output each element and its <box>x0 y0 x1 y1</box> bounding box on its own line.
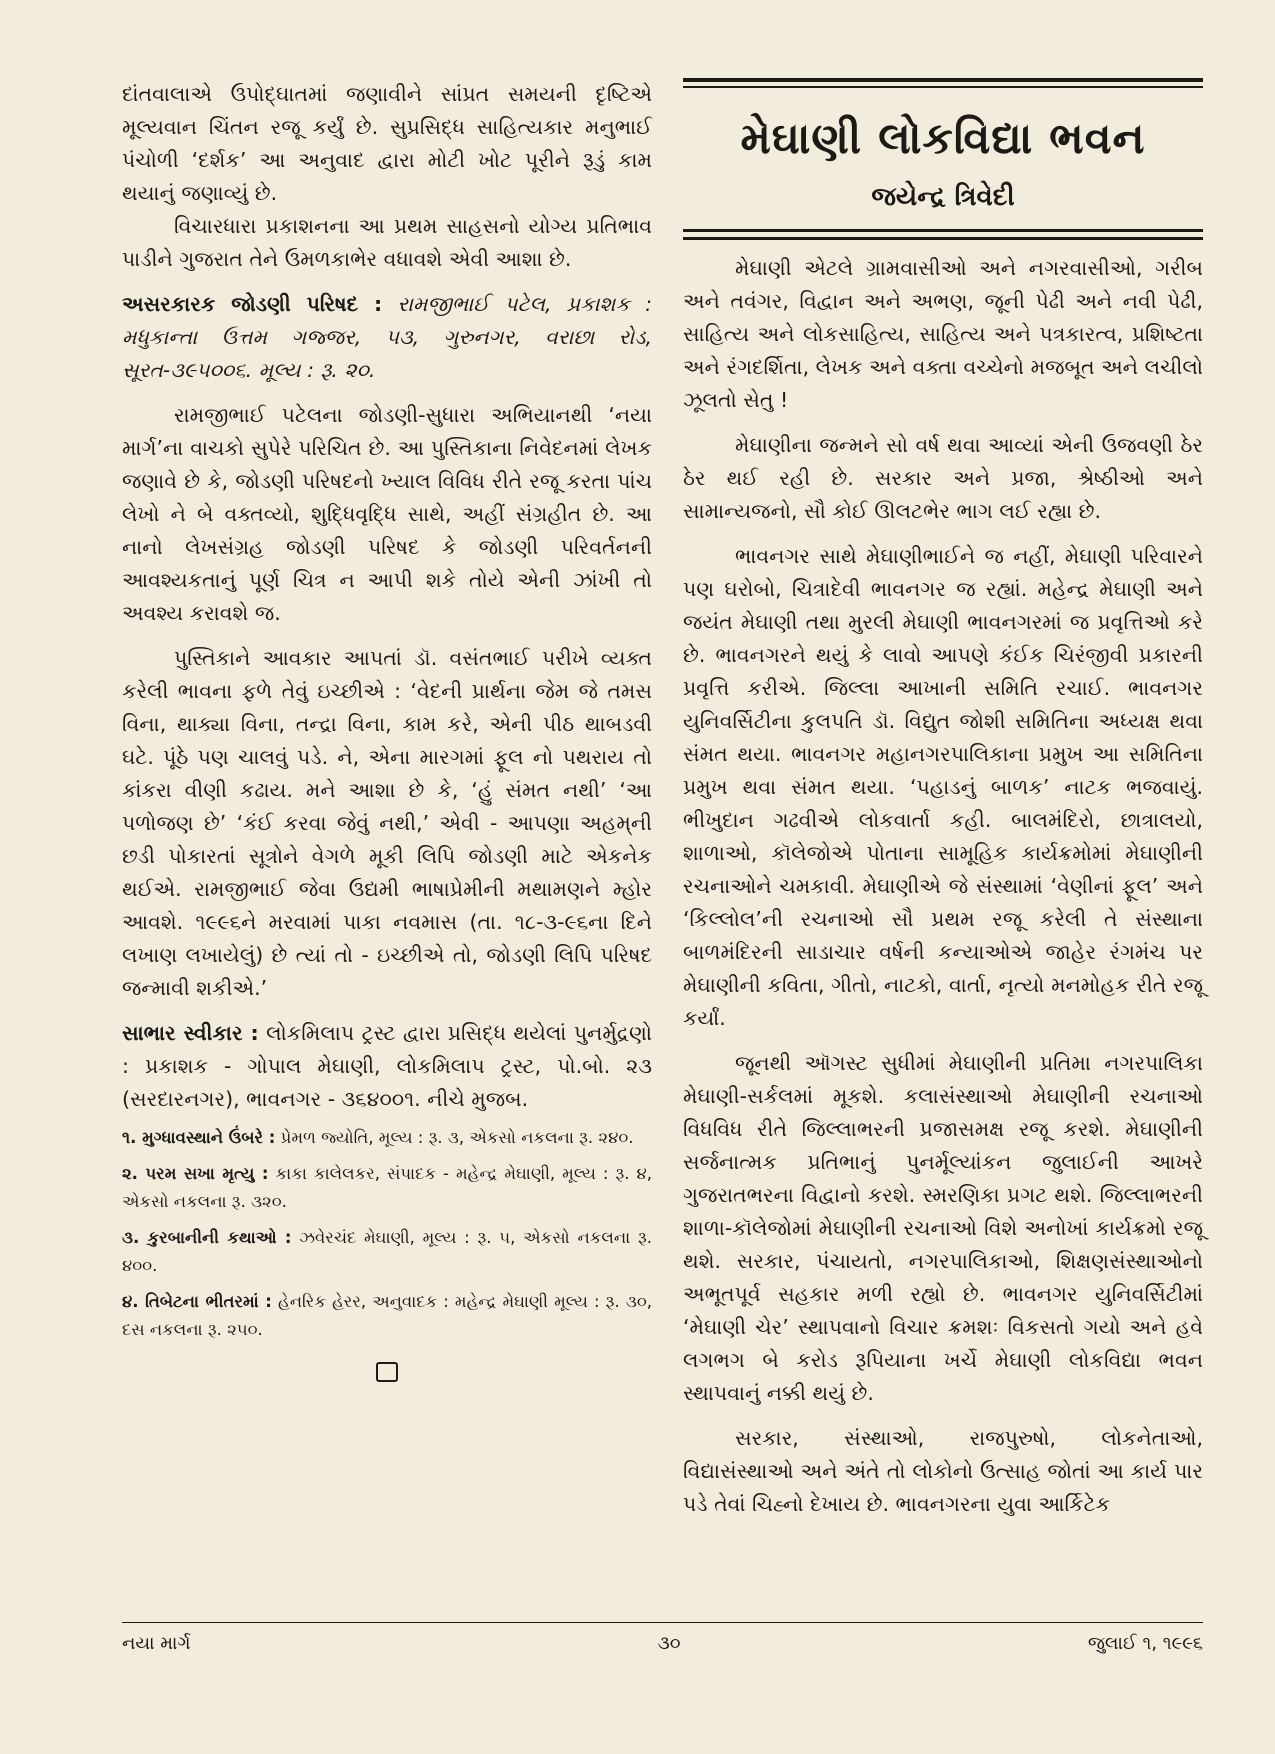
left-column <box>122 78 652 1382</box>
paragraph: સરકાર, સંસ્થાઓ, રાજપુરુષો, લોકનેતાઓ, વિદ્યાસંસ્થાઓ અને અંતે તો લોકોનો ઉત્સાહ જોતાં આ કાર્ય પાર પડે તેવાં ચિહ્નો દેખાય છે. ભાવનગરના યુવા આર્કિટેક <box>683 1426 1203 1516</box>
list-item: ૩. કુરબાનીની કથાઓ : ઝવેરચંદ મેઘાણી, મૂલ્ય : રૂ. ૫, એકસો નકલના રૂ. ૪૦૦. <box>122 1228 652 1275</box>
magazine-name: નયા માર્ગ <box>122 1633 191 1654</box>
title-rule <box>683 237 1203 240</box>
paragraph: રામજીભાઈ પટેલના જોડણી-સુધારા અભિયાનથી ‘નયા માર્ગ’ના વાચકો સુપેરે પરિચિત છે. આ પુસ્તિકાના નિવેદનમાં લેખક જણાવે છે કે, જોડણી પરિષદનો ખ્યાલ વિવિધ રીતે રજૂ કરતા પાંચ લેખો ને બે વક્તવ્યો, શુદ્ધિવૃદ્ધિ સાથે, અહીં સંગ્રહીત છે. આ નાનો લેખસંગ્રહ જોડણી પરિષદ કે જોડણી પરિવર્તનની આવશ્યકતાનું પૂર્ણ ચિત્ર ન આપી શકે તોયે એની ઝાંખી તો અવશ્ય કરાવશે જ. <box>122 403 652 625</box>
review-heading: અસરકારક જોડણી પરિષદ : <box>122 292 383 316</box>
page-footer <box>122 1622 1203 1654</box>
paragraph: ભાવનગર સાથે મેઘાણીભાઈને જ નહીં, મેઘાણી પરિવારને પણ ઘરોબો, ચિત્રાદેવી ભાવનગર જ રહ્યાં. મહેન્દ્ર મેઘાણી અને જયંત મેઘાણી તથા મુરલી મેઘાણી ભાવનગરમાં જ પ્રવૃત્તિઓ કરે છે. ભાવનગરને થયું કે લાવો આપણે કંઈક ચિરંજીવી પ્રકારની પ્રવૃત્તિ કરીએ. જિલ્લા આખાની સમિતિ રચાઈ. ભાવનગર યુનિવર્સિટીના કુલપતિ ડૉ. વિદ્યુત જોશી સમિતિના અધ્યક્ષ થવા સંમત થયા. ભાવનગર મહાનગરપાલિકાના પ્રમુખ આ સમિતિના પ્રમુખ થવા સંમત થયા. ‘પહાડનું બાળક’ નાટક ભજવાયું. ભીખુદાન ગઢવીએ લોકવાર્તા કહી. બાલમંદિરો, છાત્રાલયો, શાળાઓ, કૉલેજોએ પોતાના સામૂહિક કાર્યક્રમોમાં મેઘાણીની રચનાઓને ચમકાવી. મેઘાણીએ જે સંસ્થામાં ‘વેણીનાં ફૂલ’ અને ‘કિલ્લોલ’ની રચનાઓ સૌ પ્રથમ રજૂ કરેલી તે સંસ્થાના બાળમંદિરની સાડાચાર વર્ષની કન્યાઓએ જાહેર રંગમંચ પર મેઘાણીની કવિતા, ગીતો, નાટકો, વાર્તા, નૃત્યો મનમોહક રીતે રજૂ કર્યાં. <box>683 544 1203 1030</box>
review-details: રામજીભાઈ પટેલ, પ્રકાશક : મધુકાન્તા ઉત્તમ ગજ્જર, ૫૩, ગુરુનગર, વરાછા રોડ, સૂરત-૩૯૫૦૦૬. મૂલ્ય : રૂ. ૨૦. <box>122 292 652 382</box>
paragraph: દાંતવાલાએ ઉપોદ્ઘાતમાં જણાવીને સાંપ્રત સમયની દૃષ્ટિએ મૂલ્યવાન ચિંતન રજૂ કર્યું છે. સુપ્રસિદ્ધ સાહિત્યકાર મનુભાઈ પંચોળી ‘દર્શક’ આ અનુવાદ દ્વારા મોટી ખોટ પૂરીને રૂડું કામ થયાનું જણાવ્યું છે. <box>122 82 652 205</box>
title-rule <box>683 229 1203 232</box>
top-rule <box>683 78 1203 82</box>
article-title: મેઘાણી લોકવિદ્યા ભવન <box>740 114 1146 164</box>
paragraph: પુસ્તિકાને આવકાર આપતાં ડૉ. વસંતભાઈ પરીખે વ્યક્ત કરેલી ભાવના ફળે તેવું ઇચ્છીએ : ‘વેદની પ્રાર્થના જેમ જે તમસ વિના, થાક્યા વિના, તન્દ્રા વિના, કામ કરે, એની પીઠ થાબડવી ઘટે. પૂંઠે પણ ચાલવું પડે. ને, એના મારગમાં ફૂલ નો પથરાય તો કાંકરા વીણી કઢાય. મને આશા છે કે, ‘હું સંમત નથી’ ‘આ પળોજણ છે’ ‘કંઈ કરવા જેવું નથી,’ એવી - આપણા અહમ્‌ની છડી પોકારતાં સૂત્રોને વેગળે મૂકી લિપિ જોડણી માટે એકનેક થઈએ. રામજીભાઈ જેવા ઉદ્યમી ભાષાપ્રેમીની મથામણને મ્હોર આવશે. ૧૯૯૬ને મરવામાં પાકા નવમાસ (તા. ૧૮-૩-૯૬ના દિને લખાણ લખાયેલું) છે ત્યાં તો - ઇચ્છીએ તો, જોડણી લિપિ પરિષદ જન્માવી શકીએ.’ <box>122 646 652 1000</box>
paragraph: મેઘાણીના જન્મને સો વર્ષ થવા આવ્યાં એની ઉજવણી ઠેર ઠેર થઈ રહી છે. સરકાર અને પ્રજા, શ્રેષ્ઠીઓ અને સામાન્યજનો, સૌ કોઈ ઊલટભેર ભાગ લઈ રહ્યા છે. <box>683 433 1203 523</box>
list-item: ૧. મુગ્ધાવસ્થાને ઉંબરે : પ્રેમળ જ્યોતિ, મૂલ્ય : રૂ. ૩, એકસો નકલના રૂ. ૨૪૦. <box>122 1128 634 1147</box>
paragraph: વિચારધારા પ્રકાશનના આ પ્રથમ સાહસનો યોગ્ય પ્રતિભાવ પાડીને ગુજરાત તેને ઉમળકાભેર વધાવશે એવી આશા છે. <box>122 214 652 271</box>
list-item: ૪. તિબેટના ભીતરમાં : હેનરિક હેરર, અનુવાદક : મહેન્દ્ર મેઘાણી મૂલ્ય : રૂ. ૩૦, દસ નકલના રૂ. ૨૫૦. <box>122 1292 652 1339</box>
end-mark-icon <box>376 1362 398 1382</box>
right-column <box>683 78 1203 1521</box>
top-rule <box>683 86 1203 88</box>
ack-text: લોકમિલાપ ટ્રસ્ટ દ્વારા પ્રસિદ્ધ થયેલાં પુનર્મુદ્રણો : પ્રકાશક - ગોપાલ મેઘાણી, લોકમિલાપ ટ્રસ્ટ, પો.બો. ૨૩ (સરદારનગર), ભાવનગર - ૩૬૪૦૦૧. નીચે મુજબ. <box>122 1021 652 1111</box>
page-number: ૩૦ <box>657 1633 681 1654</box>
list-item: ૨. પરમ સખા મૃત્યુ : કાકા કાલેલકર, સંપાદક - મહેન્દ્ર મેઘાણી, મૂલ્ય : રૂ. ૪, એકસો નકલના રૂ. ૩૨૦. <box>122 1164 653 1211</box>
paragraph: મેઘાણી એટલે ગ્રામવાસીઓ અને નગરવાસીઓ, ગરીબ અને તવંગર, વિદ્વાન અને અભણ, જૂની પેઢી અને નવી પેઢી, સાહિત્ય અને લોકસાહિત્ય, સાહિત્ય અને પત્રકારત્વ, પ્રશિષ્ટતા અને રંગદર્શિતા, લેખક અને વક્તા વચ્ચેનો મજબૂત અને લચીલો ઝૂલતો સેતુ ! <box>683 256 1203 412</box>
acknowledgement <box>122 1017 652 1116</box>
issue-date: જુલાઈ ૧, ૧૯૯૬ <box>1087 1633 1203 1654</box>
ack-heading: સાભાર સ્વીકાર : <box>122 1021 259 1045</box>
review-entry <box>122 288 652 387</box>
article-author: જયેન્દ્ર ત્રિવેદી <box>871 182 1015 212</box>
paragraph: જૂનથી ઑગસ્ટ સુધીમાં મેઘાણીની પ્રતિમા નગરપાલિકા મેઘાણી-સર્કલમાં મૂકશે. કલાસંસ્થાઓ મેઘાણીની રચનાઓ વિધવિધ રીતે જિલ્લાભરની પ્રજાસમક્ષ રજૂ કરશે. મેઘાણીની સર્જનાત્મક પ્રતિભાનું પુનર્મૂલ્યાંકન જુલાઈની આખરે ગુજરાતભરના વિદ્વાનો કરશે. સ્મરણિકા પ્રગટ થશે. જિલ્લાભરની શાળા-કૉલેજોમાં મેઘાણીની રચનાઓ વિશે અનોખાં કાર્યક્રમો રજૂ થશે. સરકાર, પંચાયતો, નગરપાલિકાઓ, શિક્ષણસંસ્થાઓનો અભૂતપૂર્વ સહકાર મળી રહ્યો છે. ભાવનગર યુનિવર્સિટીમાં ‘મેઘાણી ચેર’ સ્થાપવાનો વિચાર ક્રમશઃ વિકસતો ગયો અને હવે લગભગ બે કરોડ રૂપિયાના ખર્ચે મેઘાણી લોકવિદ્યા ભવન સ્થાપવાનું નક્કી થયું છે. <box>683 1051 1203 1405</box>
